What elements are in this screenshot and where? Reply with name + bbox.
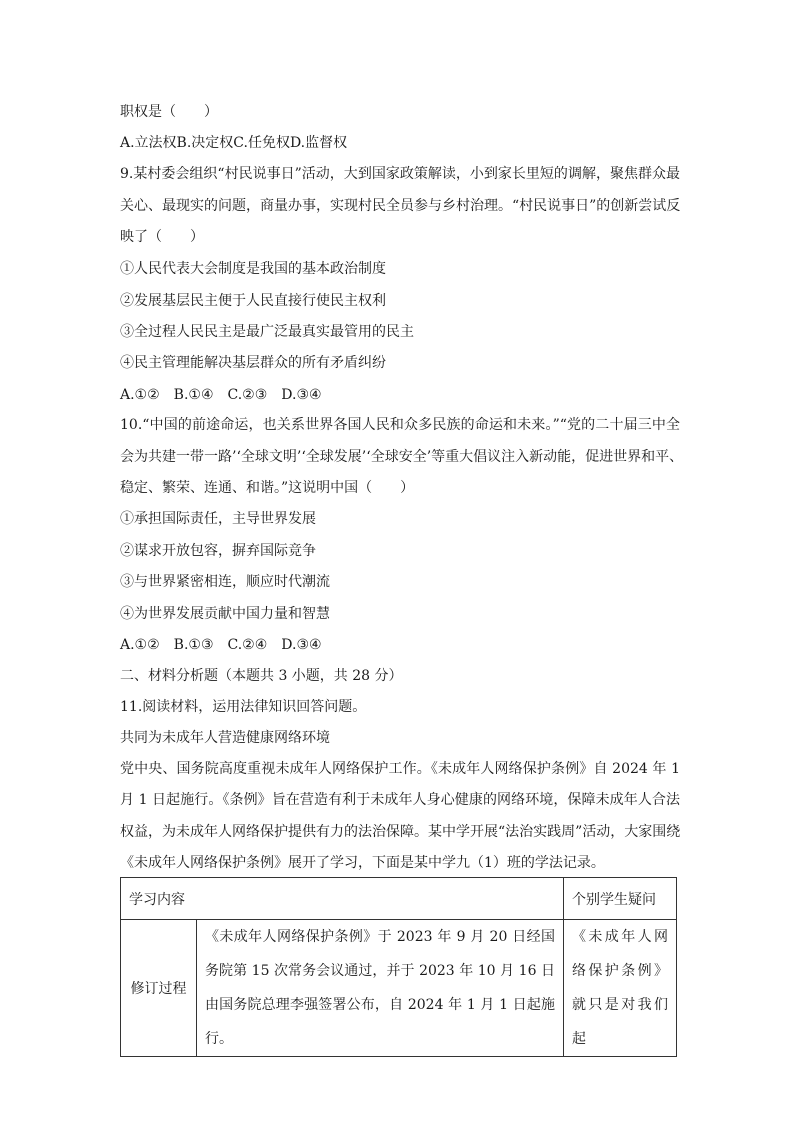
table-row [121,920,677,1057]
question-10-stem-line-3: 稳定、繁荣、连通、和谐。”这说明中国（ ） [120,480,415,496]
header-study-content: 学习内容 [121,878,564,920]
question-10-options: A.①② B.①③ C.②④ D.③④ [120,637,322,653]
header-student-questions: 个别学生疑问 [564,878,677,920]
question-9-stem-line-2: 关心、最现实的问题，商量办事，实现村民全员参与乡村治理。“村民说事日”的创新尝试反 [120,198,681,214]
question-9-item-3: ③全过程人民民主是最广泛最真实最管用的民主 [120,324,414,340]
study-record-table [120,877,677,1057]
question-10-item-3: ③与世界紧密相连，顺应时代潮流 [120,574,330,590]
question-10-item-1: ①承担国际责任，主导世界发展 [120,511,316,527]
question-9-stem-line-3: 映了（ ） [120,229,204,245]
question-8-options: A.立法权B.决定权C.任免权D.监督权 [120,135,348,151]
question-9-item-4: ④民主管理能解决基层群众的所有矛盾纠纷 [120,355,386,371]
table-header-row [121,878,677,920]
material-paragraph-line-4: 《未成年人网络保护条例》展开了学习，下面是某中学九（1）班的学法记录。 [120,855,605,871]
material-paragraph-line-1: 党中央、国务院高度重视未成年人网络保护工作。《未成年人网络保护条例》自 2024 年 1 [120,761,680,777]
section-heading: 二、材料分析题（本题共 3 小题，共 28 分） [120,668,403,684]
question-8-stem-end: 职权是（ ） [120,104,218,120]
question-10-stem-line-1: 10.“中国的前途命运，也关系世界各国人民和众多民族的命运和未来。”“党的二十届三中全 [120,417,680,433]
material-title: 共同为未成年人营造健康网络环境 [120,730,330,746]
row-question-cell [564,920,677,1057]
question-10-item-2: ②谋求开放包容，摒弃国际竞争 [120,543,316,559]
row-content-text: 《未成年人网络保护条例》于 2023 年 9 月 20 日经国务院第 15 次常务会议通过，并于 2023 年 10 月 16 日由国务院总理李强签署公布，自 2024 年 1 月 1 日起施行。 [205,929,555,1047]
row-content-cell [197,920,564,1057]
question-10-item-4: ④为世界发展贡献中国力量和智慧 [120,606,330,622]
question-9-options: A.①② B.①④ C.②③ D.③④ [120,387,322,403]
row-question-text: 《未成年人网络保护条例》就只是对我们起 [572,929,668,1047]
row-label-revision-process: 修订过程 [121,920,197,1057]
question-9-item-2: ②发展基层民主便于人民直接行使民主权利 [120,293,386,309]
question-10-stem-line-2: 会为共建一带一路’‘全球文明’‘全球发展’‘全球安全’等重大倡议注入新动能，促进世界和平、 [120,449,684,465]
question-9-item-1: ①人民代表大会制度是我国的基本政治制度 [120,261,386,277]
material-paragraph-line-2: 月 1 日起施行。《条例》旨在营造有利于未成年人身心健康的网络环境，保障未成年人合法 [120,792,680,808]
question-9-stem-line-1: 9.某村委会组织“村民说事日”活动，大到国家政策解读，小到家长里短的调解，聚焦群众最 [120,166,680,182]
question-11-stem: 11.阅读材料，运用法律知识回答问题。 [120,699,367,715]
material-paragraph-line-3: 权益，为未成年人网络保护提供有力的法治保障。某中学开展“法治实践周”活动，大家围绕 [120,824,681,840]
